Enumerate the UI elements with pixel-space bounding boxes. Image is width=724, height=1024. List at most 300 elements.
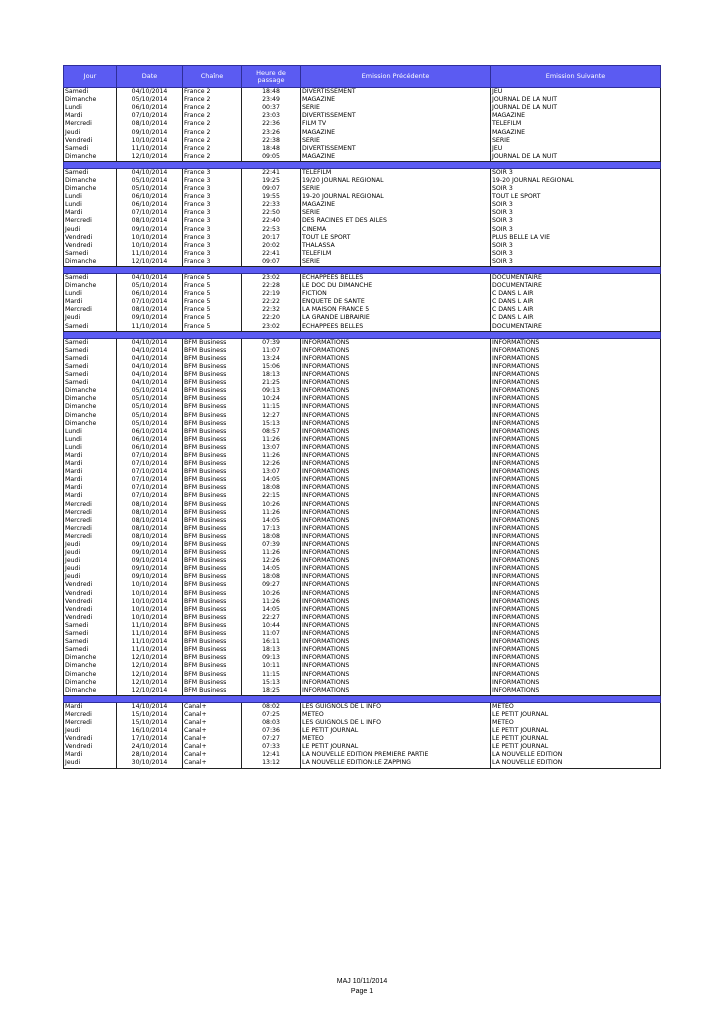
cell-emission-precedente: INFORMATIONS: [301, 557, 491, 565]
cell-emission-precedente: TELEFILM: [301, 250, 491, 258]
cell-emission-suivante: INFORMATIONS: [491, 403, 661, 411]
group-separator: [64, 695, 661, 702]
cell-emission-precedente: INFORMATIONS: [301, 687, 491, 696]
cell-jour: Lundi: [64, 436, 117, 444]
cell-chaine: BFM Business: [183, 549, 242, 557]
table-row: [64, 484, 661, 492]
cell-emission-precedente: INFORMATIONS: [301, 590, 491, 598]
cell-emission-suivante: DOCUMENTAIRE: [491, 273, 661, 282]
cell-chaine: France 2: [183, 145, 242, 153]
cell-chaine: Canal+: [183, 702, 242, 711]
cell-emission-precedente: INFORMATIONS: [301, 371, 491, 379]
cell-emission-suivante: SOIR 3: [491, 201, 661, 209]
table-row: [64, 387, 661, 395]
table-row: [64, 338, 661, 347]
table-row: [64, 565, 661, 573]
cell-date: 10/10/2014: [117, 598, 183, 606]
table-row: [64, 751, 661, 759]
cell-emission-precedente: 19/20 JOURNAL REGIONAL: [301, 177, 491, 185]
cell-chaine: BFM Business: [183, 573, 242, 581]
cell-emission-suivante: INFORMATIONS: [491, 679, 661, 687]
cell-date: 05/10/2014: [117, 185, 183, 193]
cell-date: 09/10/2014: [117, 573, 183, 581]
cell-date: 10/10/2014: [117, 581, 183, 589]
cell-emission-precedente: INFORMATIONS: [301, 363, 491, 371]
cell-jour: Dimanche: [64, 420, 117, 428]
cell-date: 05/10/2014: [117, 177, 183, 185]
cell-chaine: BFM Business: [183, 347, 242, 355]
table-row: [64, 120, 661, 128]
cell-heure: 18:08: [242, 573, 301, 581]
cell-heure: 19:25: [242, 177, 301, 185]
cell-jour: Dimanche: [64, 411, 117, 419]
cell-jour: Vendredi: [64, 743, 117, 751]
cell-emission-precedente: INFORMATIONS: [301, 436, 491, 444]
table-row: [64, 193, 661, 201]
cell-chaine: BFM Business: [183, 557, 242, 565]
cell-date: 11/10/2014: [117, 622, 183, 630]
cell-jour: Jeudi: [64, 314, 117, 322]
cell-emission-precedente: INFORMATIONS: [301, 403, 491, 411]
cell-jour: Lundi: [64, 444, 117, 452]
cell-chaine: BFM Business: [183, 622, 242, 630]
cell-date: 10/10/2014: [117, 590, 183, 598]
separator-bar: [64, 161, 661, 168]
cell-chaine: BFM Business: [183, 533, 242, 541]
cell-heure: 12:41: [242, 751, 301, 759]
cell-chaine: BFM Business: [183, 460, 242, 468]
cell-emission-precedente: INFORMATIONS: [301, 501, 491, 509]
cell-jour: Vendredi: [64, 137, 117, 145]
cell-chaine: BFM Business: [183, 590, 242, 598]
table-row: [64, 273, 661, 282]
cell-chaine: France 5: [183, 323, 242, 332]
cell-heure: 11:26: [242, 549, 301, 557]
cell-emission-suivante: INFORMATIONS: [491, 541, 661, 549]
cell-chaine: France 2: [183, 137, 242, 145]
cell-emission-suivante: INFORMATIONS: [491, 420, 661, 428]
cell-jour: Samedi: [64, 168, 117, 177]
cell-emission-precedente: LE DOC DU DIMANCHE: [301, 282, 491, 290]
cell-jour: Samedi: [64, 638, 117, 646]
cell-chaine: France 5: [183, 290, 242, 298]
cell-date: 12/10/2014: [117, 153, 183, 162]
cell-emission-precedente: INFORMATIONS: [301, 541, 491, 549]
table-body: [64, 88, 661, 769]
cell-date: 08/10/2014: [117, 120, 183, 128]
cell-emission-suivante: C DANS L AIR: [491, 314, 661, 322]
table-row: [64, 670, 661, 678]
table-row: [64, 501, 661, 509]
cell-emission-precedente: INFORMATIONS: [301, 444, 491, 452]
cell-emission-precedente: INFORMATIONS: [301, 581, 491, 589]
cell-chaine: France 2: [183, 88, 242, 97]
cell-emission-precedente: MAGAZINE: [301, 128, 491, 136]
table-row: [64, 590, 661, 598]
cell-emission-precedente: ENQUETE DE SANTE: [301, 298, 491, 306]
cell-emission-suivante: LA NOUVELLE EDITION: [491, 759, 661, 768]
cell-jour: Dimanche: [64, 679, 117, 687]
cell-emission-suivante: INFORMATIONS: [491, 573, 661, 581]
cell-date: 06/10/2014: [117, 290, 183, 298]
cell-emission-suivante: SOIR 3: [491, 185, 661, 193]
cell-emission-precedente: SERIE: [301, 137, 491, 145]
separator-bar: [64, 695, 661, 702]
separator-bar: [64, 266, 661, 273]
table-row: [64, 258, 661, 267]
cell-chaine: France 5: [183, 314, 242, 322]
cell-heure: 07:39: [242, 541, 301, 549]
cell-emission-suivante: TOUT LE SPORT: [491, 193, 661, 201]
cell-heure: 10:26: [242, 590, 301, 598]
cell-jour: Mercredi: [64, 517, 117, 525]
cell-emission-suivante: LE PETIT JOURNAL: [491, 711, 661, 719]
cell-jour: Lundi: [64, 290, 117, 298]
cell-chaine: BFM Business: [183, 484, 242, 492]
cell-jour: Jeudi: [64, 541, 117, 549]
cell-jour: Samedi: [64, 323, 117, 332]
cell-emission-precedente: MAGAZINE: [301, 153, 491, 162]
cell-jour: Mardi: [64, 112, 117, 120]
cell-jour: Mardi: [64, 468, 117, 476]
cell-emission-precedente: LES GUIGNOLS DE L INFO: [301, 702, 491, 711]
cell-emission-suivante: INFORMATIONS: [491, 662, 661, 670]
cell-chaine: Canal+: [183, 751, 242, 759]
cell-emission-suivante: INFORMATIONS: [491, 533, 661, 541]
table-row: [64, 355, 661, 363]
cell-date: 06/10/2014: [117, 444, 183, 452]
cell-chaine: BFM Business: [183, 403, 242, 411]
cell-heure: 00:37: [242, 104, 301, 112]
cell-emission-precedente: ECHAPPEES BELLES: [301, 323, 491, 332]
cell-heure: 18:13: [242, 371, 301, 379]
cell-emission-suivante: INFORMATIONS: [491, 509, 661, 517]
cell-emission-precedente: INFORMATIONS: [301, 484, 491, 492]
cell-date: 09/10/2014: [117, 557, 183, 565]
cell-heure: 12:26: [242, 460, 301, 468]
cell-heure: 16:11: [242, 638, 301, 646]
table-row: [64, 168, 661, 177]
table-row: [64, 735, 661, 743]
header-heure: Heure de passage: [242, 66, 301, 88]
cell-chaine: BFM Business: [183, 670, 242, 678]
cell-date: 09/10/2014: [117, 541, 183, 549]
cell-jour: Samedi: [64, 622, 117, 630]
cell-emission-suivante: INFORMATIONS: [491, 428, 661, 436]
cell-emission-suivante: INFORMATIONS: [491, 638, 661, 646]
cell-jour: Dimanche: [64, 177, 117, 185]
table-row: [64, 145, 661, 153]
cell-emission-suivante: JOURNAL DE LA NUIT: [491, 96, 661, 104]
cell-chaine: BFM Business: [183, 501, 242, 509]
table-row: [64, 371, 661, 379]
group-separator: [64, 266, 661, 273]
cell-jour: Dimanche: [64, 687, 117, 696]
cell-date: 04/10/2014: [117, 168, 183, 177]
cell-heure: 22:15: [242, 492, 301, 500]
cell-emission-precedente: 19-20 JOURNAL REGIONAL: [301, 193, 491, 201]
table-row: [64, 137, 661, 145]
cell-heure: 11:26: [242, 436, 301, 444]
cell-emission-precedente: INFORMATIONS: [301, 533, 491, 541]
cell-chaine: France 2: [183, 104, 242, 112]
cell-heure: 14:05: [242, 476, 301, 484]
cell-date: 05/10/2014: [117, 395, 183, 403]
table-row: [64, 363, 661, 371]
cell-emission-precedente: LA GRANDE LIBRAIRIE: [301, 314, 491, 322]
cell-jour: Dimanche: [64, 403, 117, 411]
cell-jour: Mercredi: [64, 711, 117, 719]
cell-chaine: BFM Business: [183, 371, 242, 379]
cell-jour: Mercredi: [64, 501, 117, 509]
cell-chaine: France 2: [183, 128, 242, 136]
table-row: [64, 112, 661, 120]
cell-emission-suivante: SOIR 3: [491, 168, 661, 177]
cell-emission-precedente: INFORMATIONS: [301, 411, 491, 419]
table-row: [64, 759, 661, 768]
cell-emission-suivante: INFORMATIONS: [491, 614, 661, 622]
cell-heure: 09:07: [242, 185, 301, 193]
cell-date: 11/10/2014: [117, 250, 183, 258]
cell-emission-suivante: DOCUMENTAIRE: [491, 323, 661, 332]
cell-date: 30/10/2014: [117, 759, 183, 768]
cell-emission-suivante: INFORMATIONS: [491, 468, 661, 476]
cell-date: 04/10/2014: [117, 88, 183, 97]
cell-date: 04/10/2014: [117, 363, 183, 371]
cell-emission-suivante: INFORMATIONS: [491, 395, 661, 403]
cell-date: 06/10/2014: [117, 104, 183, 112]
cell-emission-precedente: INFORMATIONS: [301, 395, 491, 403]
cell-jour: Dimanche: [64, 662, 117, 670]
cell-chaine: BFM Business: [183, 363, 242, 371]
cell-heure: 22:36: [242, 120, 301, 128]
cell-jour: Lundi: [64, 104, 117, 112]
cell-jour: Jeudi: [64, 565, 117, 573]
cell-emission-precedente: INFORMATIONS: [301, 460, 491, 468]
table-row: [64, 306, 661, 314]
cell-chaine: BFM Business: [183, 355, 242, 363]
cell-emission-precedente: INFORMATIONS: [301, 420, 491, 428]
cell-heure: 18:48: [242, 88, 301, 97]
cell-emission-precedente: INFORMATIONS: [301, 638, 491, 646]
cell-jour: Mercredi: [64, 306, 117, 314]
cell-emission-precedente: INFORMATIONS: [301, 654, 491, 662]
cell-emission-suivante: INFORMATIONS: [491, 476, 661, 484]
table-row: [64, 185, 661, 193]
cell-chaine: Canal+: [183, 727, 242, 735]
cell-chaine: Canal+: [183, 743, 242, 751]
cell-jour: Mardi: [64, 476, 117, 484]
cell-emission-suivante: INFORMATIONS: [491, 622, 661, 630]
cell-heure: 10:11: [242, 662, 301, 670]
cell-heure: 14:05: [242, 565, 301, 573]
cell-emission-precedente: INFORMATIONS: [301, 622, 491, 630]
cell-emission-precedente: INFORMATIONS: [301, 662, 491, 670]
table-row: [64, 614, 661, 622]
cell-date: 09/10/2014: [117, 565, 183, 573]
cell-jour: Samedi: [64, 347, 117, 355]
cell-date: 08/10/2014: [117, 501, 183, 509]
cell-emission-precedente: LA NOUVELLE EDITION PREMIERE PARTIE: [301, 751, 491, 759]
cell-date: 07/10/2014: [117, 460, 183, 468]
cell-chaine: France 3: [183, 168, 242, 177]
table-row: [64, 420, 661, 428]
cell-date: 05/10/2014: [117, 96, 183, 104]
cell-chaine: BFM Business: [183, 444, 242, 452]
cell-chaine: BFM Business: [183, 517, 242, 525]
cell-heure: 23:26: [242, 128, 301, 136]
cell-emission-precedente: INFORMATIONS: [301, 606, 491, 614]
table-row: [64, 88, 661, 97]
table-row: [64, 549, 661, 557]
cell-emission-suivante: MAGAZINE: [491, 112, 661, 120]
cell-emission-precedente: INFORMATIONS: [301, 630, 491, 638]
cell-chaine: Canal+: [183, 735, 242, 743]
cell-heure: 09:13: [242, 387, 301, 395]
cell-chaine: France 2: [183, 112, 242, 120]
cell-date: 10/10/2014: [117, 242, 183, 250]
schedule-table: [63, 65, 661, 769]
cell-emission-precedente: DES RACINES ET DES AILES: [301, 217, 491, 225]
cell-emission-precedente: FICTION: [301, 290, 491, 298]
cell-jour: Jeudi: [64, 128, 117, 136]
cell-emission-suivante: INFORMATIONS: [491, 606, 661, 614]
cell-chaine: France 3: [183, 217, 242, 225]
cell-date: 06/10/2014: [117, 428, 183, 436]
cell-date: 05/10/2014: [117, 411, 183, 419]
cell-emission-suivante: JEU: [491, 88, 661, 97]
cell-emission-precedente: DIVERTISSEMENT: [301, 112, 491, 120]
cell-date: 05/10/2014: [117, 282, 183, 290]
cell-chaine: BFM Business: [183, 646, 242, 654]
header-date: Date: [117, 66, 183, 88]
cell-heure: 22:50: [242, 209, 301, 217]
cell-emission-suivante: INFORMATIONS: [491, 598, 661, 606]
cell-heure: 18:48: [242, 145, 301, 153]
table-row: [64, 314, 661, 322]
cell-jour: Mercredi: [64, 719, 117, 727]
cell-jour: Mercredi: [64, 509, 117, 517]
cell-jour: Samedi: [64, 355, 117, 363]
cell-chaine: BFM Business: [183, 436, 242, 444]
cell-date: 09/10/2014: [117, 549, 183, 557]
cell-emission-suivante: JOURNAL DE LA NUIT: [491, 104, 661, 112]
cell-emission-precedente: TOUT LE SPORT: [301, 234, 491, 242]
cell-jour: Mardi: [64, 298, 117, 306]
cell-jour: Samedi: [64, 338, 117, 347]
cell-date: 12/10/2014: [117, 687, 183, 696]
cell-emission-suivante: INFORMATIONS: [491, 355, 661, 363]
cell-emission-precedente: METEO: [301, 711, 491, 719]
cell-heure: 12:27: [242, 411, 301, 419]
cell-jour: Jeudi: [64, 226, 117, 234]
cell-date: 08/10/2014: [117, 217, 183, 225]
cell-emission-precedente: INFORMATIONS: [301, 679, 491, 687]
cell-heure: 22:19: [242, 290, 301, 298]
cell-jour: Jeudi: [64, 549, 117, 557]
cell-heure: 11:15: [242, 403, 301, 411]
cell-heure: 11:07: [242, 347, 301, 355]
cell-date: 11/10/2014: [117, 145, 183, 153]
cell-heure: 09:13: [242, 654, 301, 662]
cell-date: 12/10/2014: [117, 654, 183, 662]
cell-jour: Mardi: [64, 492, 117, 500]
cell-emission-precedente: DIVERTISSEMENT: [301, 88, 491, 97]
table-row: [64, 476, 661, 484]
cell-emission-precedente: INFORMATIONS: [301, 379, 491, 387]
cell-jour: Dimanche: [64, 395, 117, 403]
table-row: [64, 242, 661, 250]
cell-emission-precedente: INFORMATIONS: [301, 573, 491, 581]
cell-chaine: BFM Business: [183, 420, 242, 428]
cell-jour: Vendredi: [64, 590, 117, 598]
cell-heure: 15:13: [242, 420, 301, 428]
cell-heure: 18:13: [242, 646, 301, 654]
cell-emission-suivante: INFORMATIONS: [491, 452, 661, 460]
cell-jour: Dimanche: [64, 282, 117, 290]
cell-date: 10/10/2014: [117, 606, 183, 614]
cell-emission-suivante: LE PETIT JOURNAL: [491, 735, 661, 743]
table-row: [64, 573, 661, 581]
page-footer: [0, 977, 724, 997]
cell-emission-precedente: INFORMATIONS: [301, 670, 491, 678]
header-chaine: Chaîne: [183, 66, 242, 88]
cell-jour: Samedi: [64, 145, 117, 153]
cell-date: 05/10/2014: [117, 420, 183, 428]
cell-emission-precedente: INFORMATIONS: [301, 492, 491, 500]
cell-chaine: France 3: [183, 226, 242, 234]
cell-heure: 19:55: [242, 193, 301, 201]
cell-jour: Vendredi: [64, 614, 117, 622]
cell-emission-suivante: C DANS L AIR: [491, 298, 661, 306]
cell-date: 07/10/2014: [117, 484, 183, 492]
cell-chaine: BFM Business: [183, 662, 242, 670]
cell-date: 09/10/2014: [117, 226, 183, 234]
cell-heure: 13:12: [242, 759, 301, 768]
cell-heure: 12:26: [242, 557, 301, 565]
table-row: [64, 411, 661, 419]
cell-heure: 20:02: [242, 242, 301, 250]
cell-emission-precedente: INFORMATIONS: [301, 347, 491, 355]
cell-chaine: BFM Business: [183, 509, 242, 517]
cell-date: 12/10/2014: [117, 258, 183, 267]
table-row: [64, 403, 661, 411]
cell-emission-precedente: METEO: [301, 735, 491, 743]
cell-date: 07/10/2014: [117, 452, 183, 460]
cell-jour: Dimanche: [64, 185, 117, 193]
cell-heure: 11:15: [242, 670, 301, 678]
table-row: [64, 687, 661, 696]
cell-emission-suivante: INFORMATIONS: [491, 557, 661, 565]
cell-jour: Vendredi: [64, 234, 117, 242]
cell-heure: 07:36: [242, 727, 301, 735]
cell-chaine: BFM Business: [183, 468, 242, 476]
cell-emission-suivante: INFORMATIONS: [491, 549, 661, 557]
cell-jour: Mercredi: [64, 217, 117, 225]
table-row: [64, 217, 661, 225]
table-row: [64, 290, 661, 298]
cell-chaine: BFM Business: [183, 452, 242, 460]
cell-heure: 08:03: [242, 719, 301, 727]
cell-date: 15/10/2014: [117, 711, 183, 719]
cell-emission-suivante: INFORMATIONS: [491, 338, 661, 347]
cell-heure: 22:33: [242, 201, 301, 209]
cell-jour: Mercredi: [64, 120, 117, 128]
cell-emission-suivante: LE PETIT JOURNAL: [491, 727, 661, 735]
cell-heure: 18:08: [242, 533, 301, 541]
cell-heure: 08:57: [242, 428, 301, 436]
cell-emission-suivante: INFORMATIONS: [491, 411, 661, 419]
